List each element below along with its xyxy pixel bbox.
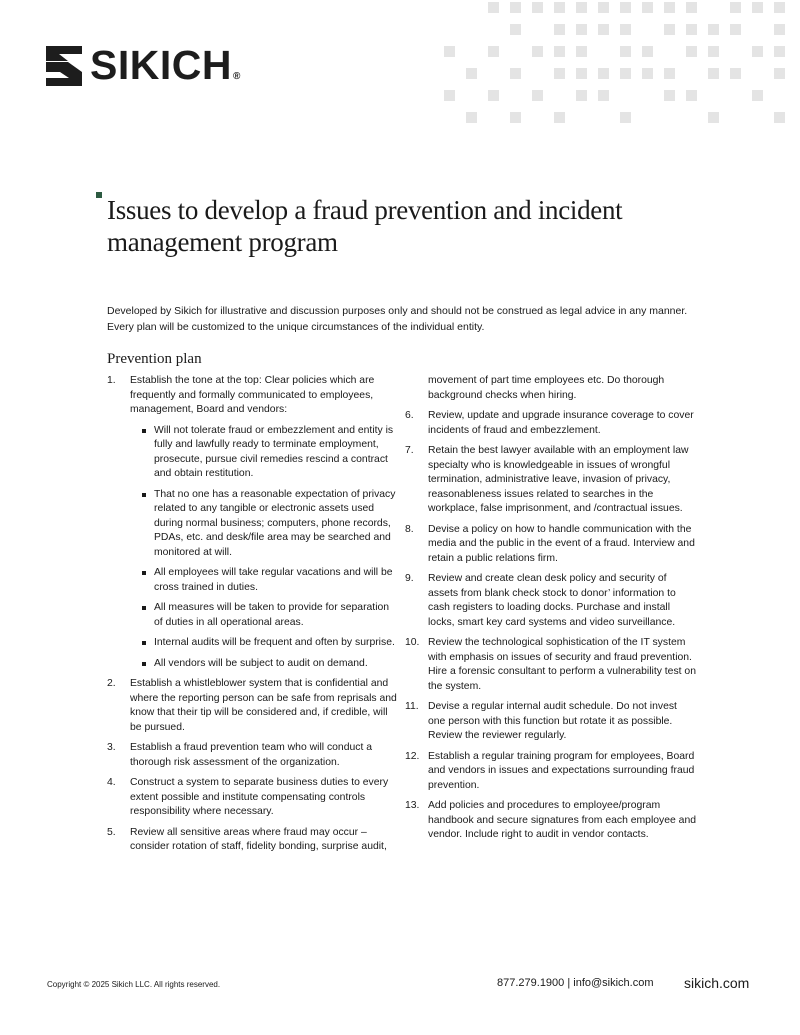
pattern-square — [774, 2, 785, 13]
pattern-square — [774, 112, 785, 123]
item-text: Devise a policy on how to handle communication with the media and the public in the event of a fraud. Interview and retain a public relations firm. — [428, 523, 695, 564]
pattern-square — [576, 68, 587, 79]
pattern-square — [576, 46, 587, 57]
pattern-square — [664, 90, 675, 101]
pattern-square — [730, 2, 741, 13]
pattern-square — [488, 90, 499, 101]
item-text: Establish a whistleblower system that is confidential and where the reporting person can be safe from reprisals and know that their tip will be considered and, if credible, will be pursued. — [130, 678, 397, 733]
bullet-square-icon — [142, 662, 146, 666]
sikich-logo — [46, 42, 241, 88]
item-text: Add policies and procedures to employee/program handbook and secure signatures from each employee and vendor. Include right to audit in vendor contacts. — [428, 800, 697, 840]
list-item — [107, 826, 397, 855]
pattern-square — [642, 68, 653, 79]
pattern-square — [554, 24, 565, 35]
pattern-square — [532, 90, 543, 101]
pattern-square — [510, 24, 521, 35]
pattern-square — [488, 46, 499, 57]
pattern-square — [576, 2, 587, 13]
list-item — [107, 741, 397, 770]
item-number: 11. — [405, 701, 419, 712]
item-number: 4. — [107, 777, 116, 788]
bullet-item — [142, 601, 397, 630]
title-accent-square — [96, 192, 102, 198]
pattern-square — [554, 46, 565, 57]
page-title: Issues to develop a fraud prevention and incident management program — [107, 195, 623, 257]
pattern-square — [664, 2, 675, 13]
item-number: 3. — [107, 742, 116, 753]
item-number: 13. — [405, 800, 420, 811]
item-number: 1. — [107, 375, 116, 386]
bullet-text: Will not tolerate fraud or embezzlement and entity is fully and lawfully ready to terminate employment, prosecute, pursue civil remedies rescind a contract and obtain restitution. — [154, 424, 394, 479]
pattern-square — [576, 24, 587, 35]
pattern-square — [642, 2, 653, 13]
pattern-square — [752, 46, 763, 57]
pattern-square — [664, 68, 675, 79]
pattern-square — [686, 90, 697, 101]
pattern-square — [510, 68, 521, 79]
pattern-square — [642, 46, 653, 57]
list-item — [107, 374, 397, 671]
item-text: Review and create clean desk policy and security of assets from blank check stock to donor’ information to cash registers to loading docks. Purchase and install locks, smart key card systems and video surveillance. — [428, 573, 676, 628]
item-text: Review all sensitive areas where fraud may occur – consider rotation of staff, fidelity bonding, surprise audit, — [130, 826, 387, 852]
pattern-square — [554, 112, 565, 123]
pattern-square — [510, 112, 521, 123]
list-item — [405, 750, 697, 794]
bullet-item — [142, 636, 397, 651]
item-text: Establish a fraud prevention team who will conduct a thorough risk assessment of the organization. — [130, 742, 373, 768]
item-number: 9. — [405, 573, 414, 584]
pattern-square — [598, 90, 609, 101]
pattern-square — [576, 90, 587, 101]
pattern-square — [730, 68, 741, 79]
pattern-square — [708, 112, 719, 123]
pattern-square — [554, 2, 565, 13]
pattern-square — [554, 68, 565, 79]
footer-copyright: Copyright © 2025 Sikich LLC. All rights reserved. — [47, 980, 221, 989]
item-number: 6. — [405, 410, 414, 421]
item-text: Establish a regular training program for employees, Board and vendors in issues and expectations surrounding fraud prevention. — [428, 750, 695, 791]
right-column — [405, 374, 697, 849]
list-item — [107, 677, 397, 735]
registered-mark: ® — [232, 71, 241, 82]
list-item-continued — [405, 374, 697, 403]
left-column — [107, 374, 397, 861]
bullet-text: All employees will take regular vacations and will be cross trained in duties. — [154, 567, 393, 593]
pattern-square — [444, 90, 455, 101]
pattern-square — [708, 68, 719, 79]
pattern-square — [598, 68, 609, 79]
logo-wordmark: SIKICH — [90, 42, 232, 88]
bullet-square-icon — [142, 429, 146, 433]
list-item — [405, 636, 697, 694]
bullet-square-icon — [142, 571, 146, 575]
list-item — [405, 444, 697, 517]
pattern-square — [620, 24, 631, 35]
pattern-square — [510, 2, 521, 13]
pattern-square — [532, 2, 543, 13]
bullet-square-icon — [142, 641, 146, 645]
pattern-square — [730, 24, 741, 35]
item-number: 5. — [107, 826, 116, 838]
list-item — [405, 409, 697, 438]
footer-contact-info[interactable]: 877.279.1900 | info@sikich.com — [497, 977, 654, 989]
bullet-item — [142, 424, 397, 482]
pattern-square — [708, 24, 719, 35]
list-item — [405, 572, 697, 630]
item-text: Review, update and upgrade insurance coverage to cover incidents of fraud and embezzlement. — [428, 410, 694, 436]
sikich-logo-mark-icon — [46, 46, 82, 86]
item-number: 10. — [405, 637, 420, 648]
pattern-square — [620, 46, 631, 57]
bullet-item — [142, 566, 397, 595]
item-text: Devise a regular internal audit schedule. Do not invest one person with this function but rotate it as possible. Review the reviewer regularly. — [428, 701, 677, 741]
item-text: Construct a system to separate business duties to every extent possible and institute compensating controls responsibility where necessary. — [130, 777, 389, 817]
item-number: 7. — [405, 445, 414, 456]
bullet-square-icon — [142, 606, 146, 610]
item-text: Establish the tone at the top: Clear policies which are frequently and formally communicated to employees, management, Board and vendors: — [130, 375, 375, 415]
pattern-square — [752, 2, 763, 13]
bullet-text: All vendors will be subject to audit on demand. — [154, 657, 368, 669]
sub-bullet-list — [130, 424, 397, 672]
pattern-square — [708, 46, 719, 57]
bullet-text: All measures will be taken to provide for separation of duties in all operational areas. — [154, 602, 390, 628]
pattern-square — [686, 24, 697, 35]
item-number: 12. — [405, 750, 420, 762]
pattern-square — [686, 2, 697, 13]
pattern-square — [620, 112, 631, 123]
bullet-item — [142, 657, 397, 672]
pattern-square — [664, 24, 675, 35]
pattern-square — [620, 68, 631, 79]
footer-website-link[interactable]: sikich.com — [684, 975, 750, 991]
item-text: Review the technological sophistication of the IT system with emphasis on issues of security and fraud prevention. Hire a forensic consultant to perform a vulnerability test on the system. — [428, 637, 696, 692]
list-item — [405, 523, 697, 567]
decorative-pixel-pattern — [430, 0, 800, 140]
pattern-square — [598, 24, 609, 35]
bullet-text: Internal audits will be frequent and often by surprise. — [154, 637, 395, 648]
pattern-square — [488, 2, 499, 13]
pattern-square — [466, 112, 477, 123]
pattern-square — [466, 68, 477, 79]
item-number: 8. — [405, 523, 414, 535]
item-number: 2. — [107, 678, 116, 689]
pattern-square — [620, 2, 631, 13]
pattern-square — [444, 46, 455, 57]
bullet-square-icon — [142, 493, 146, 497]
bullet-item — [142, 488, 397, 561]
pattern-square — [686, 46, 697, 57]
list-item — [405, 799, 697, 843]
list-item — [405, 700, 697, 744]
disclaimer-text: Developed by Sikich for illustrative and discussion purposes only and should not be construed as legal advice in any manner. Every plan will be customized to the unique circumstances of the individual entity. — [107, 305, 688, 333]
pattern-square — [774, 68, 785, 79]
section-heading-prevention-plan: Prevention plan — [107, 351, 202, 367]
pattern-square — [752, 90, 763, 101]
item-text: Retain the best lawyer available with an employment law specialty who is knowledgeable in issues of wrongful termination, administrative leave, invasion of privacy, reasonableness issues related to searches in the workplace, false imprisonment, and /contractual issues. — [428, 445, 689, 514]
pattern-square — [532, 46, 543, 57]
pattern-square — [774, 46, 785, 57]
pattern-square — [774, 24, 785, 35]
list-item — [107, 776, 397, 820]
bullet-text: That no one has a reasonable expectation of privacy related to any tangible or electronic assets used during normal business; computers, phone records, PDAs, etc. and desk/file area may be searched and monitored at will. — [154, 488, 396, 558]
pattern-square — [598, 2, 609, 13]
item-text: movement of part time employees etc. Do thorough background checks when hiring. — [428, 375, 665, 401]
